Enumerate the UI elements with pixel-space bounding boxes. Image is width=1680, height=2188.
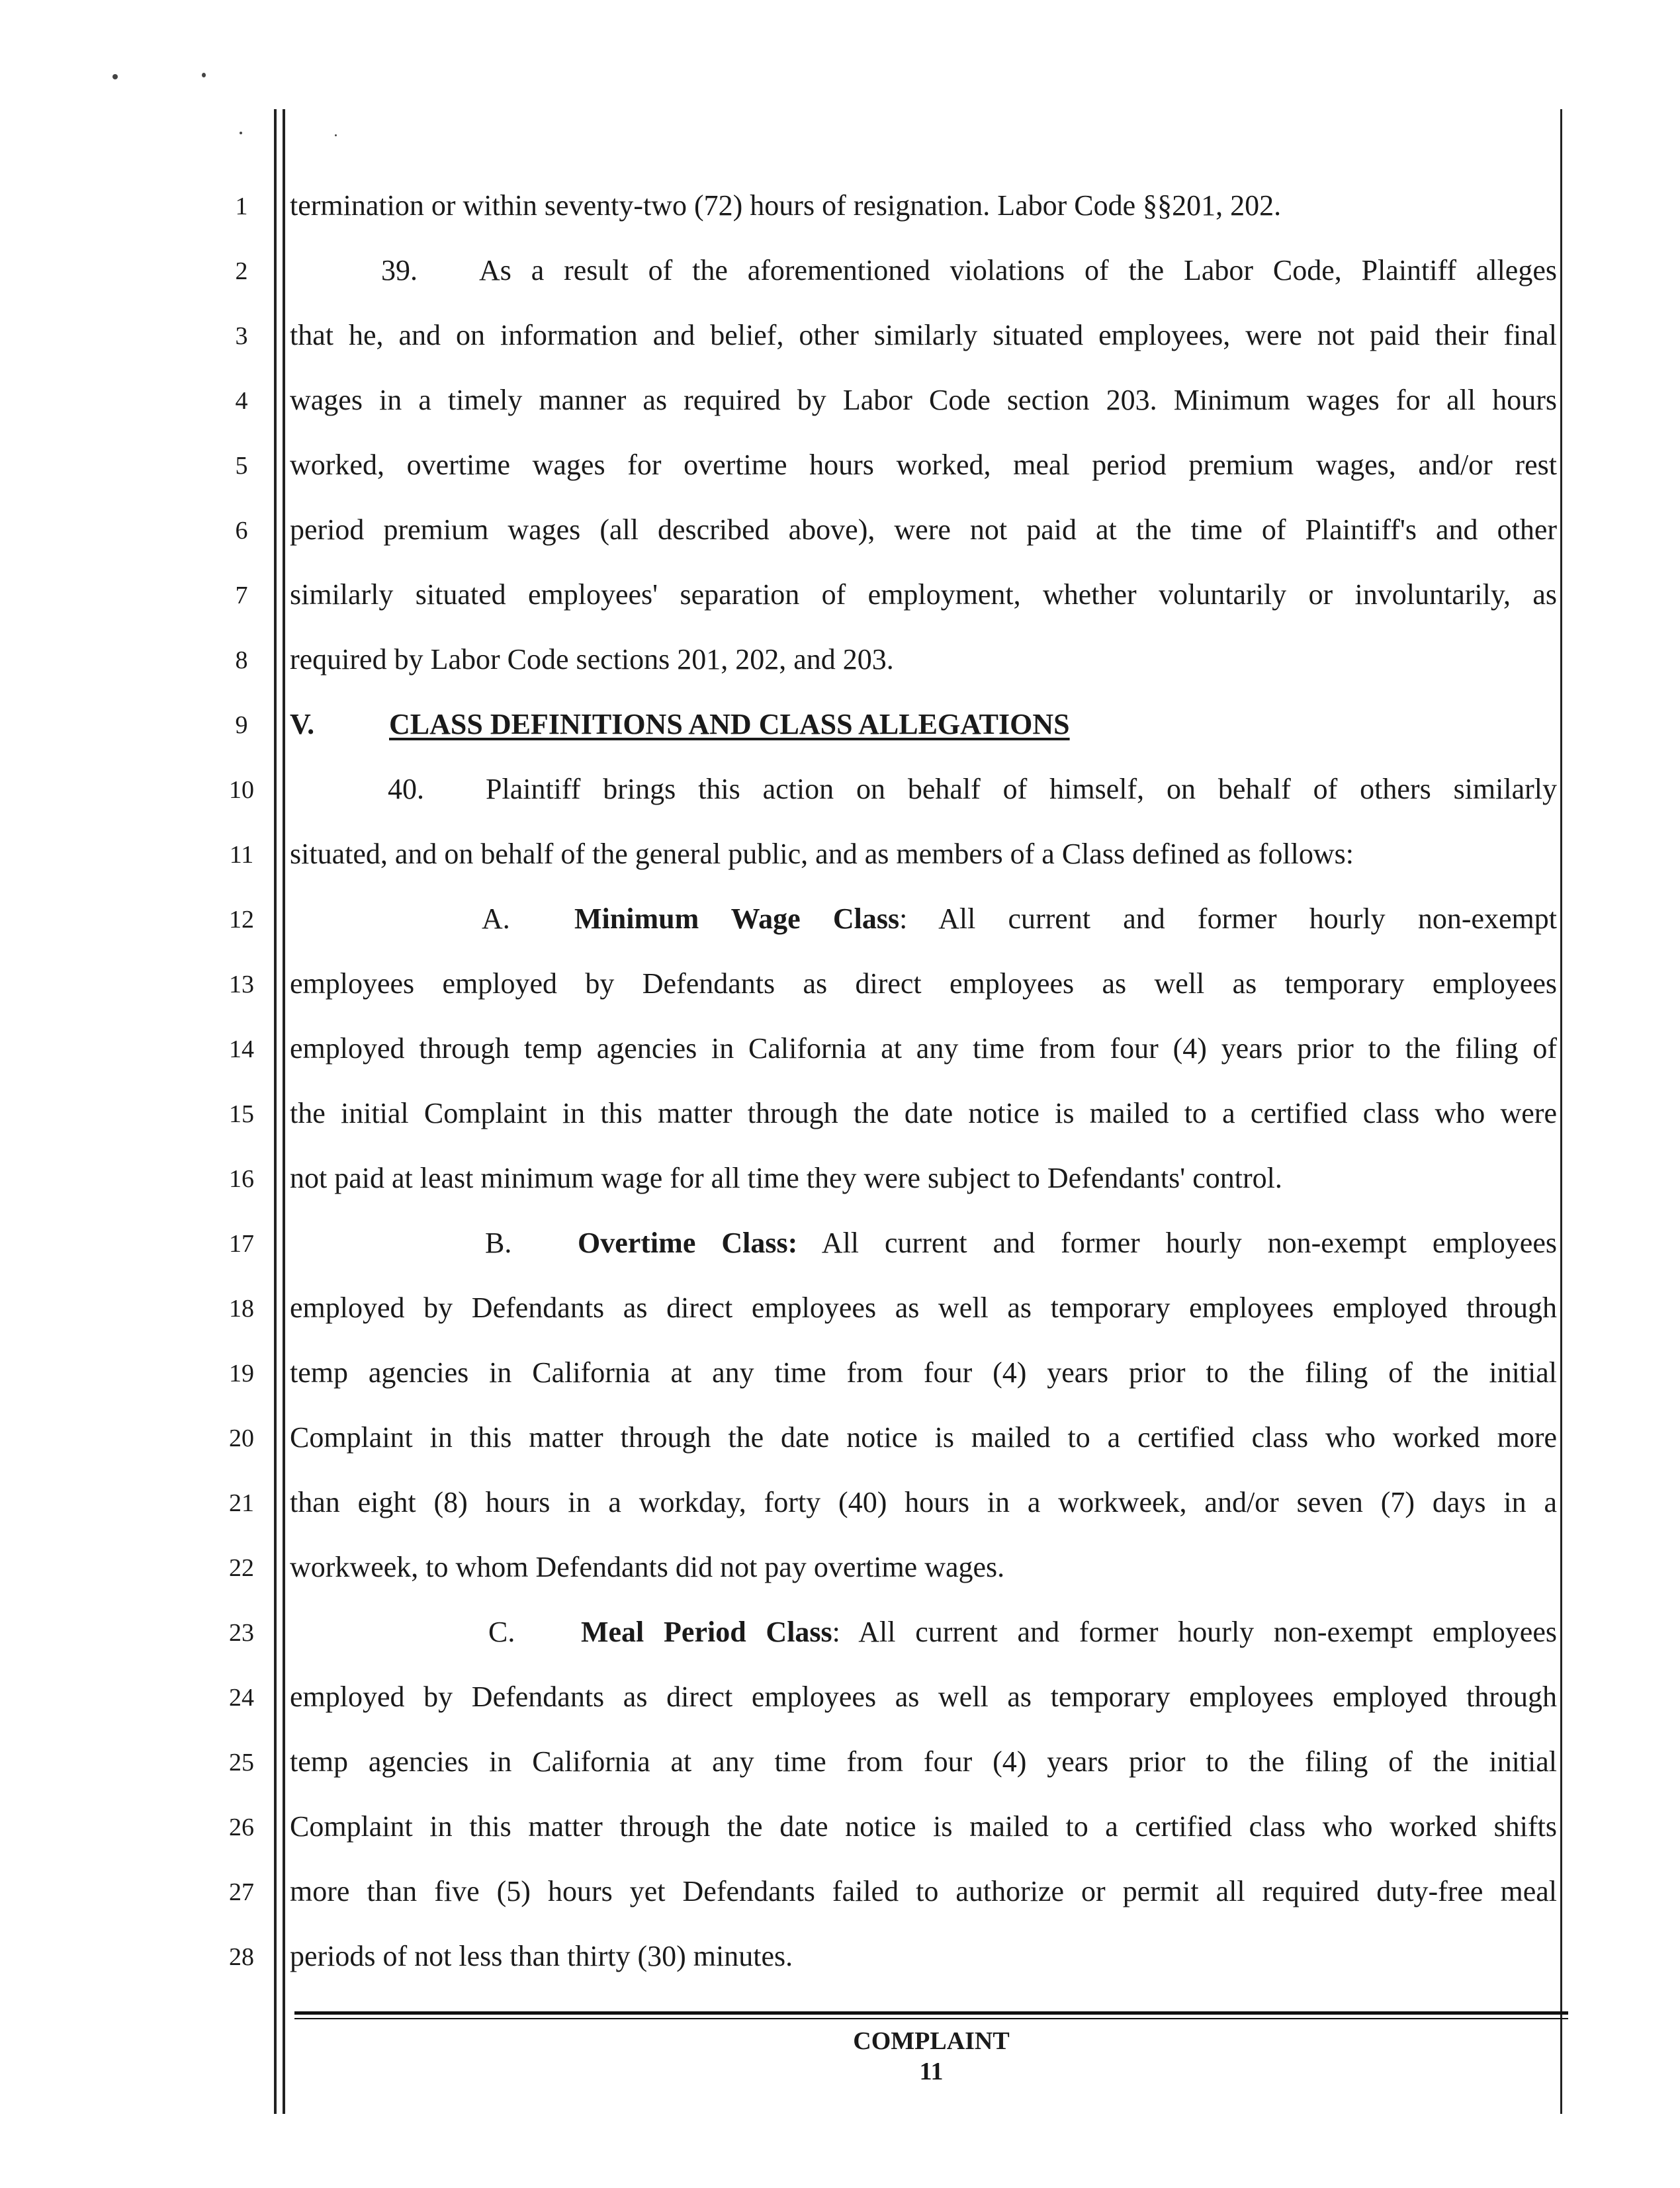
class-title: Overtime Class: bbox=[578, 1227, 798, 1259]
scan-speck bbox=[240, 132, 242, 134]
line-number: 19 bbox=[229, 1360, 254, 1387]
body-line: temp agencies in California at any time from four (4) years prior to the filing of the initial bbox=[290, 1745, 1557, 1778]
line-number: 16 bbox=[229, 1165, 254, 1193]
line-number: 27 bbox=[229, 1878, 254, 1906]
body-line: the initial Complaint in this matter through the date notice is mailed to a certified class who were bbox=[290, 1097, 1557, 1129]
paragraph-40-first-line bbox=[290, 775, 1557, 804]
line-number: 21 bbox=[229, 1489, 254, 1517]
line-number: 26 bbox=[229, 1814, 254, 1841]
body-line: that he, and on information and belief, other similarly situated employees, were not paid their final bbox=[290, 319, 1557, 351]
body-line: similarly situated employees' separation of employment, whether voluntarily or involuntarily, as bbox=[290, 578, 1557, 611]
line-number: 1 bbox=[235, 193, 248, 220]
body-line: employees employed by Defendants as direct employees as well as temporary employees bbox=[290, 967, 1557, 1000]
body-line: employed through temp agencies in California at any time from four (4) years prior to the filing of bbox=[290, 1032, 1557, 1065]
class-a-first-line bbox=[290, 904, 1557, 934]
scan-speck bbox=[202, 73, 206, 77]
line-number: 20 bbox=[229, 1424, 254, 1452]
class-title: Meal Period Class bbox=[581, 1616, 832, 1648]
line-number: 12 bbox=[229, 906, 254, 934]
line-number: 14 bbox=[229, 1035, 254, 1063]
body-line: Complaint in this matter through the date notice is mailed to a certified class who worked shifts bbox=[290, 1810, 1557, 1843]
body-line: than eight (8) hours in a workday, forty (40) hours in a workweek, and/or seven (7) days in a bbox=[290, 1486, 1557, 1518]
line-number: 3 bbox=[235, 322, 248, 350]
footer-page-number: 11 bbox=[919, 2058, 944, 2085]
body-line: worked, overtime wages for overtime hours worked, meal period premium wages, and/or rest bbox=[290, 449, 1557, 481]
body-line: workweek, to whom Defendants did not pay overtime wages. bbox=[290, 1551, 1005, 1583]
section-number: V. bbox=[290, 708, 315, 740]
footer-rule-thick bbox=[294, 2011, 1568, 2015]
body-line: required by Labor Code sections 201, 202, and 203. bbox=[290, 643, 894, 676]
body-line: more than five (5) hours yet Defendants failed to authorize or permit all required duty-free meal bbox=[290, 1875, 1557, 1907]
body-line: Complaint in this matter through the date notice is mailed to a certified class who worked more bbox=[290, 1421, 1557, 1454]
line-number: 15 bbox=[229, 1100, 254, 1128]
body-line: termination or within seventy-two (72) hours of resignation. Labor Code §§201, 202. bbox=[290, 189, 1282, 222]
line-number: 8 bbox=[235, 646, 248, 674]
line-number: 25 bbox=[229, 1749, 254, 1776]
body-line: temp agencies in California at any time from four (4) years prior to the filing of the initial bbox=[290, 1356, 1557, 1389]
scan-speck bbox=[335, 134, 337, 136]
body-text: All current and former hourly non-exempt employees bbox=[797, 1227, 1557, 1259]
body-text: : All current and former hourly non-exempt employees bbox=[832, 1616, 1557, 1648]
line-number: 18 bbox=[229, 1295, 254, 1323]
body-line: employed by Defendants as direct employees as well as temporary employees employed through bbox=[290, 1681, 1557, 1713]
line-number: 9 bbox=[235, 711, 248, 739]
class-c-first-line bbox=[290, 1618, 1557, 1647]
line-number: 24 bbox=[229, 1684, 254, 1712]
body-line: periods of not less than thirty (30) minutes. bbox=[290, 1940, 793, 1972]
line-number: 6 bbox=[235, 517, 248, 545]
paragraph-number: 40. bbox=[388, 773, 424, 805]
body-line: employed by Defendants as direct employees as well as temporary employees employed through bbox=[290, 1291, 1557, 1324]
paragraph-number: 39. bbox=[381, 254, 418, 286]
right-margin-rule bbox=[1560, 109, 1562, 2114]
class-b-first-line bbox=[290, 1229, 1557, 1258]
body-line: not paid at least minimum wage for all time they were subject to Defendants' control. bbox=[290, 1162, 1282, 1194]
class-letter: B. bbox=[485, 1227, 512, 1259]
line-number: 28 bbox=[229, 1943, 254, 1971]
body-text: Plaintiff brings this action on behalf of himself, on behalf of others similarly bbox=[486, 773, 1557, 805]
line-number: 4 bbox=[235, 387, 248, 415]
body-line: wages in a timely manner as required by Labor Code section 203. Minimum wages for all hours bbox=[290, 384, 1557, 416]
footer-title: COMPLAINT bbox=[853, 2027, 1010, 2055]
left-margin-rule-inner bbox=[283, 109, 285, 2114]
line-number: 5 bbox=[235, 452, 248, 480]
footer-rule-thin bbox=[294, 2018, 1568, 2019]
class-letter: C. bbox=[488, 1616, 515, 1648]
body-line: situated, and on behalf of the general public, and as members of a Class defined as follows: bbox=[290, 838, 1354, 870]
line-number: 10 bbox=[229, 776, 254, 804]
scan-speck bbox=[112, 74, 118, 79]
line-number: 2 bbox=[235, 257, 248, 285]
class-title: Minimum Wage Class bbox=[574, 902, 900, 935]
body-text: : All current and former hourly non-exempt bbox=[899, 902, 1557, 935]
line-number: 17 bbox=[229, 1230, 254, 1258]
line-number: 11 bbox=[229, 841, 254, 869]
class-letter: A. bbox=[482, 902, 510, 935]
section-heading bbox=[290, 710, 1557, 739]
line-number: 7 bbox=[235, 582, 248, 609]
body-text: As a result of the aforementioned violations of the Labor Code, Plaintiff alleges bbox=[479, 254, 1557, 286]
body-line: period premium wages (all described above), were not paid at the time of Plaintiff's and other bbox=[290, 513, 1557, 546]
line-number: 13 bbox=[229, 971, 254, 998]
line-number: 23 bbox=[229, 1619, 254, 1647]
line-number: 22 bbox=[229, 1554, 254, 1582]
paragraph-39-first-line bbox=[290, 256, 1557, 285]
section-title: CLASS DEFINITIONS AND CLASS ALLEGATIONS bbox=[389, 708, 1070, 740]
